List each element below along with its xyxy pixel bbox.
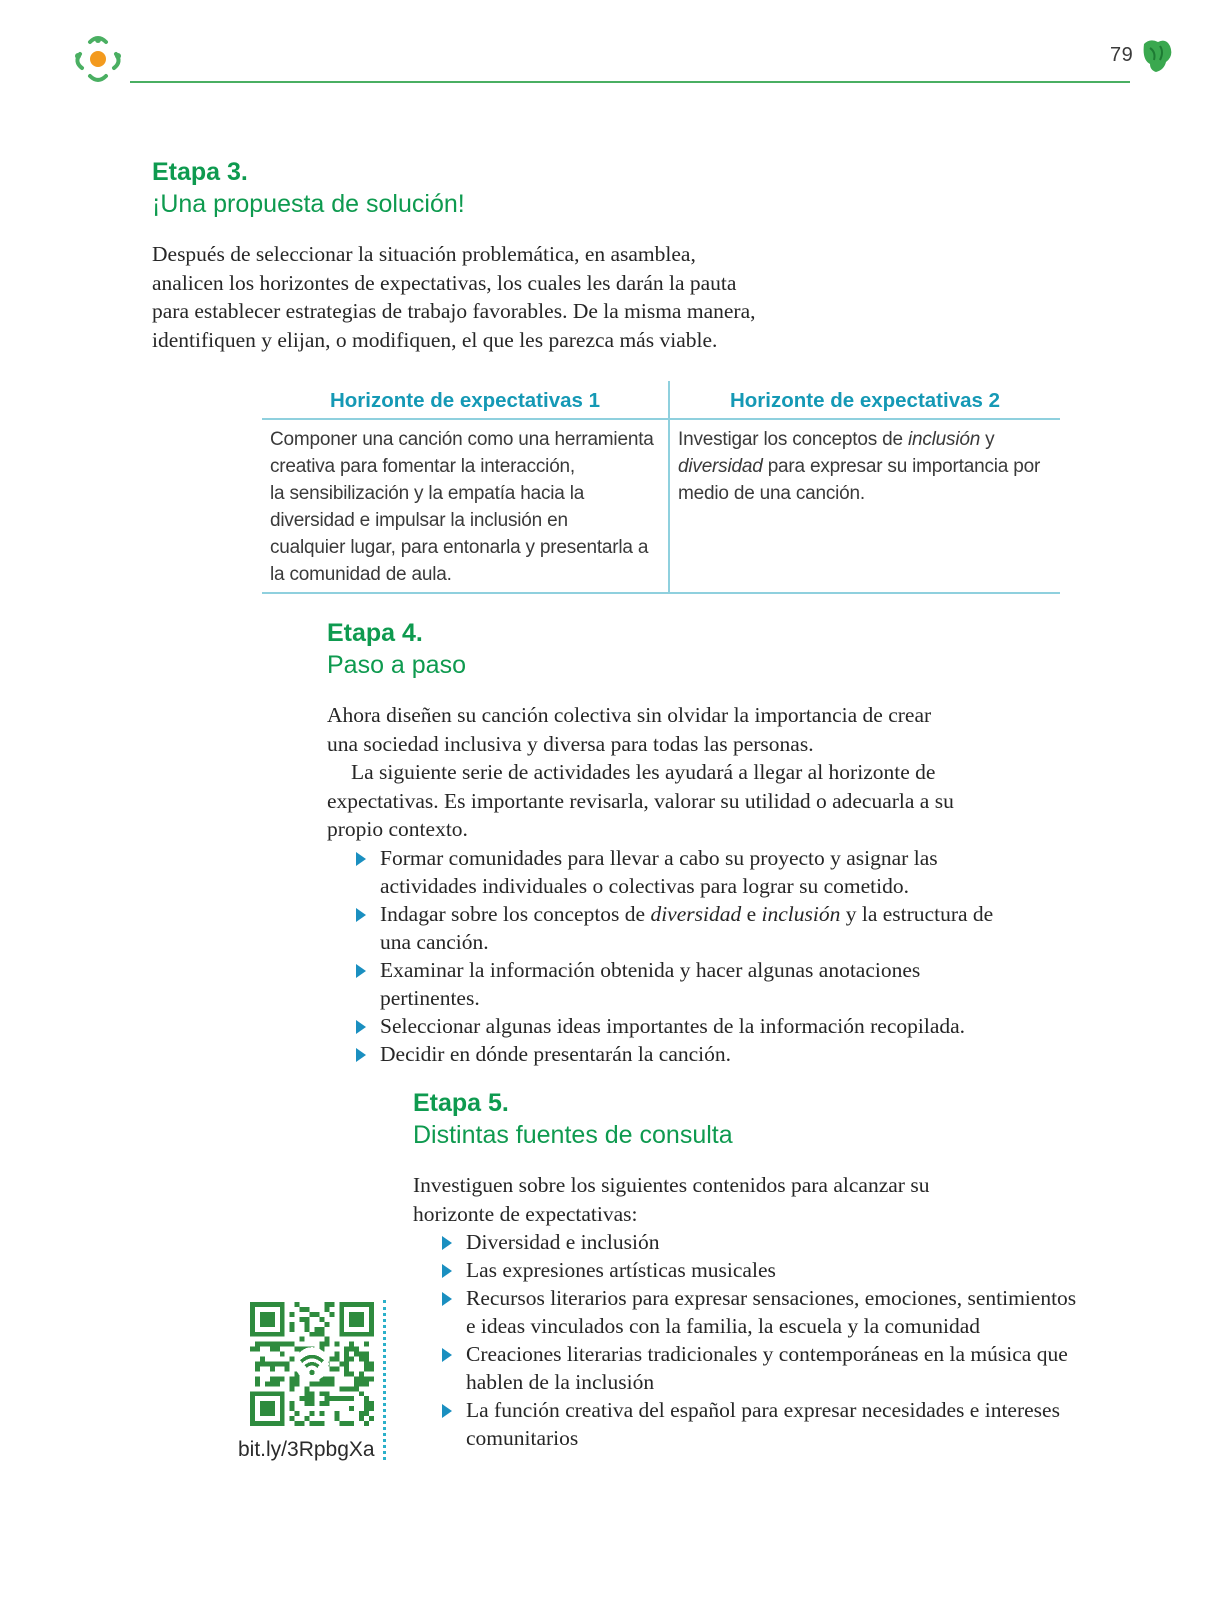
item-line: Creaciones literarias tradicionales y contemporáneas en la música que [466, 1342, 1068, 1366]
stage5-paragraph [413, 1171, 1076, 1228]
green-glyph-icon [1140, 38, 1174, 74]
bullet-triangle-icon [442, 1236, 452, 1250]
item-text: Indagar sobre los conceptos de [380, 901, 651, 926]
list-item [354, 1012, 993, 1040]
stage3-section [152, 156, 756, 354]
item-line: Seleccionar algunas ideas importantes de la información recopilada. [380, 1013, 966, 1038]
cell-text: para expresar su importancia por [762, 456, 1041, 477]
qr-url[interactable]: bit.ly/3RpbgXa [238, 1438, 375, 1461]
text-line: expectativas. Es importante revisarla, valorar su utilidad o adecuarla a su [327, 788, 954, 813]
cell-line: medio de una canción. [678, 483, 865, 504]
cell-emphasis: inclusión [907, 429, 981, 450]
stage3-paragraph [152, 240, 756, 354]
table-header-1: Horizonte de expectativas 1 [262, 381, 669, 419]
list-item [440, 1396, 1076, 1452]
stage5-title: Etapa 5. [413, 1089, 509, 1117]
cell-line: la sensibilización y la empatía hacia la [270, 483, 585, 504]
table-header-2: Horizonte de expectativas 2 [669, 381, 1060, 419]
item-line: Recursos literarios para expresar sensaciones, emociones, sentimientos [466, 1286, 1077, 1310]
item-emphasis: diversidad [650, 901, 742, 926]
table-cell-2 [669, 419, 1060, 593]
item-text: e [741, 901, 762, 926]
cell-line [678, 453, 1052, 480]
stage3-title: Etapa 3. [152, 158, 248, 186]
stage4-subtitle: Paso a paso [327, 651, 466, 679]
text-line: Investiguen sobre los siguientes contenidos para alcanzar su [413, 1173, 930, 1197]
cell-line: diversidad e impulsar la inclusión en [270, 510, 568, 531]
bullet-triangle-icon [356, 1020, 366, 1034]
stage5-section [413, 1087, 1076, 1452]
cell-text: y [980, 429, 995, 450]
stage3-subtitle: ¡Una propuesta de solución! [152, 190, 465, 218]
list-item [354, 956, 993, 1012]
cell-emphasis: diversidad [678, 456, 763, 477]
text-line: identifiquen y elijan, o modifiquen, el que les parezca más viable. [152, 327, 718, 352]
stage5-subtitle: Distintas fuentes de consulta [413, 1121, 733, 1149]
text-line: para establecer estrategias de trabajo favorables. De la misma manera, [152, 299, 756, 323]
text-line: propio contexto. [327, 817, 468, 841]
stage4-activity-list [354, 844, 993, 1068]
cell-line: la comunidad de aula. [270, 564, 452, 585]
stage4-paragraph-1 [327, 701, 993, 758]
list-item [440, 1284, 1076, 1340]
bullet-triangle-icon [356, 908, 366, 922]
qr-divider [383, 1300, 386, 1460]
item-line: Diversidad e inclusión [466, 1230, 660, 1254]
qr-code-icon[interactable] [250, 1302, 374, 1426]
table-cell-1 [262, 419, 669, 593]
item-emphasis: inclusión [761, 901, 841, 926]
cell-line: cualquier lugar, para entonarla y presentarla a [270, 537, 649, 558]
bullet-triangle-icon [356, 852, 366, 866]
text-line: Después de seleccionar la situación problemática, en asamblea, [152, 242, 696, 266]
cell-line [678, 426, 1052, 453]
list-item [354, 844, 993, 900]
list-item [440, 1340, 1076, 1396]
cell-line: Componer una canción como una herramienta [270, 429, 654, 450]
list-item [354, 1040, 993, 1068]
text-line: La siguiente serie de actividades les ayudará a llegar al horizonte de [351, 760, 936, 784]
item-line: hablen de la inclusión [466, 1370, 655, 1394]
list-item [440, 1256, 1076, 1284]
stage4-section [327, 617, 993, 1068]
list-item [354, 900, 993, 956]
bullet-triangle-icon [442, 1348, 452, 1362]
table-row [262, 419, 1060, 593]
item-line: pertinentes. [380, 985, 480, 1010]
item-line: actividades individuales o colectivas para lograr su cometido. [380, 873, 909, 898]
bullet-triangle-icon [442, 1292, 452, 1306]
page-number: 79 [1110, 44, 1134, 66]
bullet-triangle-icon [356, 964, 366, 978]
item-text: y la estructura de [840, 901, 994, 926]
cell-text: Investigar los conceptos de [678, 429, 908, 450]
item-line: una canción. [380, 929, 489, 954]
text-line: horizonte de expectativas: [413, 1201, 638, 1226]
text-line: Ahora diseñen su canción colectiva sin olvidar la importancia de crear [327, 703, 932, 727]
bullet-triangle-icon [442, 1404, 452, 1418]
item-line: Examinar la información obtenida y hacer algunas anotaciones [380, 957, 921, 982]
cell-line: creativa para fomentar la interacción, [270, 456, 576, 477]
bullet-triangle-icon [442, 1264, 452, 1278]
list-item [440, 1228, 1076, 1256]
item-line [380, 900, 993, 928]
text-line: analicen los horizontes de expectativas, los cuales les darán la pauta [152, 270, 737, 295]
item-line: Decidir en dónde presentarán la canción. [380, 1041, 732, 1066]
item-line: La función creativa del español para expresar necesidades e intereses [466, 1398, 1060, 1422]
text-line: una sociedad inclusiva y diversa para todas las personas. [327, 731, 814, 756]
stage4-paragraph-2 [327, 758, 993, 844]
item-line: Las expresiones artísticas musicales [466, 1258, 776, 1282]
bullet-triangle-icon [356, 1048, 366, 1062]
item-line: comunitarios [466, 1426, 579, 1450]
item-line: Formar comunidades para llevar a cabo su proyecto y asignar las [380, 845, 938, 870]
expectations-table [262, 381, 1060, 594]
item-line: e ideas vinculados con la familia, la escuela y la comunidad [466, 1314, 981, 1338]
stage5-topic-list [440, 1228, 1076, 1452]
stage4-title: Etapa 4. [327, 619, 423, 647]
header-divider [130, 81, 1130, 83]
flower-logo-icon [70, 32, 126, 84]
